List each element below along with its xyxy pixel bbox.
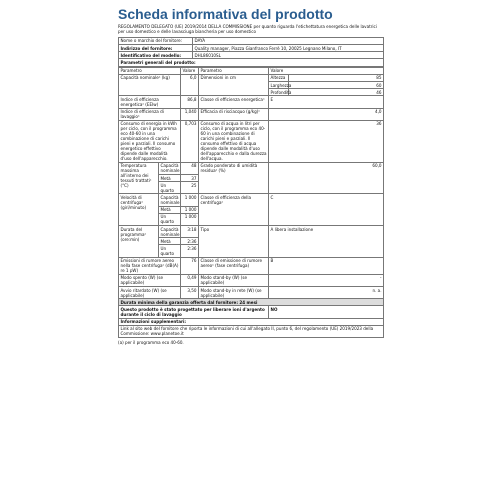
additional-info-heading: Informazioni supplementari: <box>119 318 384 325</box>
energy-class-value: E <box>269 96 384 108</box>
washing-index-value: 1,040 <box>181 108 199 120</box>
supplier-name: DAYA <box>193 37 384 44</box>
energy-class-label: Classe di efficienza energeticaᵃ <box>199 96 269 108</box>
spin-rated-value: 1 000 <box>181 194 199 206</box>
model-label: Identificativo del modello: <box>119 52 193 59</box>
supplier-name-label: Nome o marchio del fornitore: <box>119 37 193 44</box>
washing-index-label: Indice di efficienza di lavaggioᵃ <box>119 108 181 120</box>
table-row <box>119 74 384 81</box>
noise-class-value: B <box>269 257 384 274</box>
table-row <box>119 37 384 44</box>
energy-consumption-value: 0,703 <box>181 120 199 162</box>
spin-quarter-value: 1 000 <box>181 213 199 225</box>
header-param-right: Parametro <box>199 67 269 74</box>
general-params-heading: Parametri generali del prodotto: <box>119 59 384 66</box>
spin-half-label: Metà <box>159 206 181 213</box>
height-value: 85 <box>289 74 384 81</box>
footnote: (a) per il programma eco 40-60. <box>118 339 184 345</box>
table-row <box>119 318 384 325</box>
warranty-value: 24 mesi <box>239 299 258 305</box>
spin-rated-label: Capacità nominale <box>160 195 180 206</box>
table-row <box>119 257 384 274</box>
type-value: A libera installazione <box>269 226 384 258</box>
capacity-label: Capacità nominaleᵃ (kg) <box>119 74 181 96</box>
duration-rated-value: 3:18 <box>181 226 199 238</box>
supplier-address: Quality manager, Piazza Gianfranco Ferrè 10, 20025 Legnano Milano, IT <box>193 45 384 52</box>
table-row <box>119 59 384 66</box>
table-row <box>119 162 384 174</box>
networked-standby-value: n. a. <box>269 286 384 298</box>
temp-rated-value: 48 <box>181 162 199 174</box>
noise-label: Emissioni di rumore aereo nella fase centrifugaᵃ (dB(A) re 1 pW) <box>119 257 181 274</box>
table-row <box>119 306 384 318</box>
table-row <box>119 52 384 59</box>
moisture-label: Grado ponderato di umidità residuaᵃ (%) <box>199 162 269 194</box>
dimensions-label: Dimensioni in cm <box>199 74 269 96</box>
table-row <box>119 226 384 238</box>
page-title: Scheda informativa del prodotto <box>118 6 333 22</box>
duration-rated-label: Capacità nominale <box>160 226 180 237</box>
delay-start-value: 3,50 <box>181 286 199 298</box>
table-row <box>119 194 384 206</box>
temp-half-value: 37 <box>181 175 199 182</box>
supplier-table <box>118 37 384 67</box>
table-row <box>119 67 384 74</box>
table-row <box>119 45 384 52</box>
height-label: Altezza <box>269 74 289 81</box>
max-temp-label: Temperatura massima all'interno dei tessuti trattatiᵃ (°C) <box>119 162 159 194</box>
temp-quarter-label: Un quarto <box>159 182 181 194</box>
duration-half-label: Metà <box>159 238 181 245</box>
table-row <box>119 108 384 120</box>
table-row <box>119 120 384 162</box>
capacity-value: 6,0 <box>181 74 199 96</box>
table-row <box>119 286 384 298</box>
spin-class-value: C <box>269 194 384 226</box>
rinsing-label: Efficacia di risciacquo (g/kg)ᵃ <box>199 108 269 120</box>
energy-consumption-label: Consumo di energia in kWh per ciclo, con il programma eco 40-60 in una combinazione di carichi pieni e parziali. Il consumo energetico effettivo dipende dalle modalità d'uso dell'apparecchio. <box>119 120 181 162</box>
off-mode-value: 0,49 <box>181 274 199 286</box>
spin-class-label: Classe di efficienza della centrifugaᵃ <box>199 194 269 226</box>
rinsing-value: 4,0 <box>269 108 384 120</box>
width-value: 60 <box>289 81 384 88</box>
table-row <box>119 274 384 286</box>
warranty-label: Durata minima della garanzia offerta dal fornitore: <box>120 299 238 305</box>
depth-value: 46 <box>289 89 384 96</box>
duration-label: Durata del programmaᵃ (ore:min) <box>119 226 159 258</box>
duration-quarter-label: Un quarto <box>159 245 181 257</box>
model-id: DHL86010SL <box>193 52 384 59</box>
duration-half-value: 2:36 <box>181 238 199 245</box>
temp-quarter-value: 25 <box>181 182 199 194</box>
delay-start-label: Avvio ritardato (W) (se applicabile) <box>119 286 181 298</box>
supplier-link-text: Link al sito web del fornitore che riporta le informazioni di cui all'allegato II, punto 6, del regolamento (UE) 2019/2023 della Commissione: www.planetoe.it <box>119 325 384 337</box>
water-consumption-value: 36 <box>269 120 384 162</box>
networked-standby-label: Modo stand-by in rete (W) (se applicabile) <box>199 286 269 298</box>
eei-label: Indice di efficienza energeticaᵃ (EEIw) <box>119 96 181 108</box>
spin-quarter-label: Un quarto <box>159 213 181 225</box>
table-row <box>119 96 384 108</box>
temp-half-label: Metà <box>159 175 181 182</box>
table-row <box>119 299 384 306</box>
header-value-right: Valore <box>269 67 384 74</box>
type-label: Tipo <box>199 226 269 258</box>
supplier-address-label: Indirizzo del fornitore: <box>119 45 193 52</box>
table-row <box>119 325 384 337</box>
warranty-row <box>119 299 384 306</box>
depth-label: Profondità <box>270 89 292 95</box>
regulation-text: REGOLAMENTO DELEGATO (UE) 2019/2014 DELLA COMMISSIONE per quanto riguarda l'etichettatura energetica delle lavatrici per uso domestico e delle lavasciuga biancheria per uso domestico <box>118 24 377 35</box>
off-mode-label: Modo spento (W) (se applicabile) <box>119 274 181 286</box>
standby-value: - <box>269 274 384 286</box>
moisture-value: 60,0 <box>269 162 384 194</box>
width-label: Larghezza <box>270 82 292 88</box>
noise-value: 76 <box>181 257 199 274</box>
duration-quarter-value: 2:36 <box>181 245 199 257</box>
silver-ions-value: NO <box>269 306 384 318</box>
water-consumption-label: Consumo di acqua in litri per ciclo, con il programma eco 40-60 in una combinazione di carichi pieni e parziali. Il consumo effettivo di acqua dipende dalle modalità d'uso dell'apparecchio e dalla durezza dell'acqua. <box>200 121 267 162</box>
product-information-sheet <box>118 6 384 494</box>
noise-class-label: Classe di emissione di rumore aereoᵃ (fase centrifuga) <box>199 257 269 274</box>
header-param-left: Parametro <box>119 67 181 74</box>
eei-value: 86,8 <box>181 96 199 108</box>
silver-ions-label: Questo prodotto è stato progettato per liberare ioni d'argento durante il ciclo di lavaggio <box>119 306 269 318</box>
standby-label: Modo stand-by (W) (se applicabile) <box>199 274 269 286</box>
spin-half-value: 1 000 <box>181 206 199 213</box>
temp-rated-label: Capacità nominale <box>160 163 180 174</box>
header-value-left: Valore <box>181 67 199 74</box>
parameters-table <box>118 67 384 338</box>
spin-speed-label: Velocità di centrifugaᵃ (giri/minuto) <box>119 194 159 226</box>
